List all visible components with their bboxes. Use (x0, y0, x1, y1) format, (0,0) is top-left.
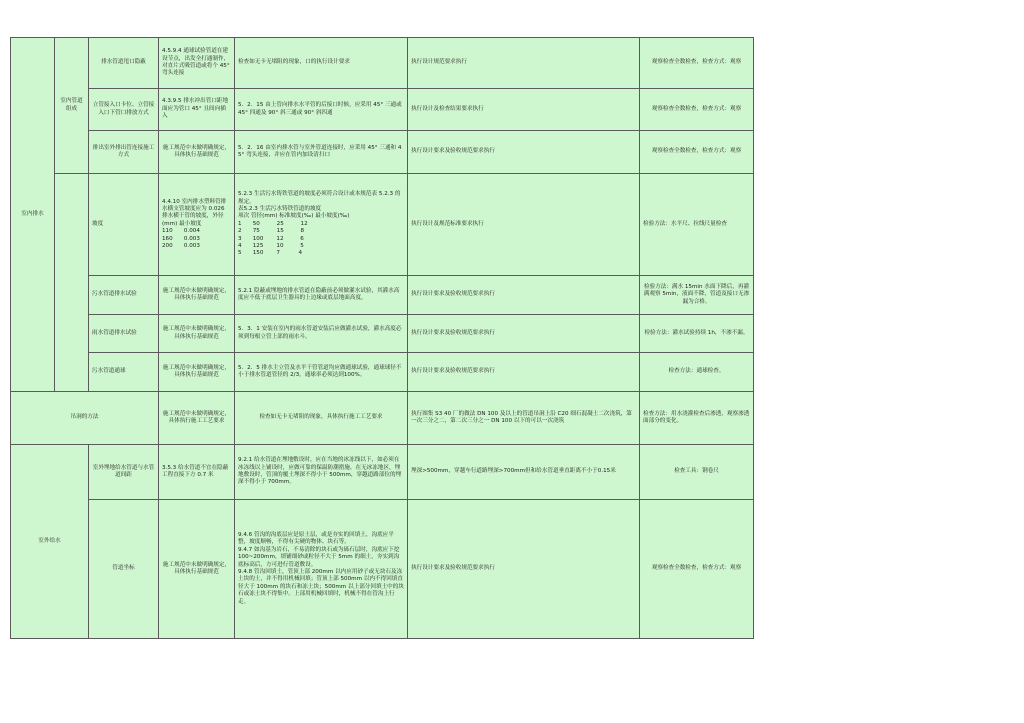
requirement-cell: 5.2.1 隐蔽或埋地的排水管道在隐蔽前必须做灌水试验，其灌水高度应不低于底层卫生器具的上边缘或底层地面高度。 (235, 276, 408, 315)
table-row (11, 174, 754, 276)
method-cell: 执行图集 S3 40 厂的做法 DN 100 及以上的管道吊洞上沿 C20 细石混凝土二次浇筑，第一次三分之二，第二次三分之一 DN 100 以下的可以一次浇筑 (408, 392, 640, 445)
inspection-cell: 观察检查全数检查，检查方式：观察 (640, 131, 754, 174)
standard-cell: 3.5.3 给水管道不宜在隐蔽工程直接下方 0.7 米 (159, 445, 235, 500)
method-cell: 执行设计要求及验收规范要求执行 (408, 315, 640, 353)
requirement-cell: 5.2.3 生活污水铸铁管道的坡度必须符合设计或本规范表 5.2.3 的规定。 表5.2.3 生活污水铸铁管道的坡度 项次 管径(mm) 标准坡度(‰) 最小坡度(‰) 1 50 25 12 2 75 15 8 3 100 12 6 4 125 10 5 5 150 7 4 (235, 174, 408, 276)
item-cell: 污水管道排水试验 (89, 276, 159, 315)
inspection-cell: 检查方法：通球检查。 (640, 353, 754, 392)
sub-category: 室内管道组成 (55, 38, 89, 174)
inspection-cell: 观察检查全数检查，检查方式：观察 (640, 89, 754, 131)
method-cell: 执行设计要求及验收规范要求执行 (408, 500, 640, 639)
method-cell: 执行设计及检查结果要求执行 (408, 89, 640, 131)
method-cell: 执行设计要求及验收规范要求执行 (408, 353, 640, 392)
table-row (11, 500, 754, 639)
table-row (11, 276, 754, 315)
inspection-cell: 检验方法：水平尺、拉线尺量检查 (640, 174, 754, 276)
standard-cell: 4.3.9.5 排水冲出管口距地面应为管口 45° 且间向插入 (159, 89, 235, 131)
standard-cell: 施工规范中未做明确规定，具体执行基础规范 (159, 131, 235, 174)
construction-standards-table (10, 37, 754, 639)
method-cell: 执行设计及规范标准要求执行 (408, 174, 640, 276)
method-cell: 执行设计规范要求执行 (408, 38, 640, 89)
requirement-cell: 9.2.1 给水管道在埋地敷设时，应在当地的冰冻线以下，如必须在冰冻线以上铺设时，应做可靠的保温防潮措施。在无冰冻地区，埋地敷设时，管顶的覆土埋深不得小于 500mm，穿越道路部位的埋深不得小于 700mm。 (235, 445, 408, 500)
standard-cell: 施工规范中未做明确规定，具体执行基础规范 (159, 315, 235, 353)
requirement-cell: 5．2．15 由上管向排水水平管的后接口时候，应采用 45° 三通或 45° 四通及 90° 斜三通或 90° 斜四通 (235, 89, 408, 131)
section-drainage: 室内排水 (11, 38, 55, 392)
sub-category-blank (55, 174, 89, 392)
standard-cell: 施工规范中未做明确规定，具体执行基础规范 (159, 353, 235, 392)
standard-cell: 施工规范中未做明确规定，具体执行施工工艺要求 (159, 392, 235, 445)
inspection-cell: 检验方法：满水 15min 水面下降后，再灌满观察 5min，液面不降，管道及接口无渗漏为合格。 (640, 276, 754, 315)
standard-cell: 施工规范中未做明确规定，具体执行基础规范 (159, 276, 235, 315)
section-water-supply: 室外给水 (11, 445, 89, 639)
requirement-cell: 5．2．16 由室内排水管与室外管道连接时，应采用 45° 三通和 45° 弯头连接，并应在管内加设清扫口 (235, 131, 408, 174)
item-cell: 雨水管道排水试验 (89, 315, 159, 353)
method-cell: 埋深>500mm，穿越车行道路埋深>700mm但和给水管道垂直距离不小于0.15米 (408, 445, 640, 500)
requirement-cell: 9.4.6 管沟的沟底层应是原土层，或是夯实的回填土，沟底应平整，坡度顺畅，不得有尖硬的物体、块石等。 9.4.7 如沟基为岩石，不易清除的块石或为砾石层时，沟底应下挖 100~200mm，填铺细砂或粒径不大于 5mm 的细土，夯实到沟底标高后，方可进行管道敷设。 9.4.8 管沟回填土，管顶上部 200mm 以内应用砂子或无块石及冻土块的土，并不得用机械回填；管顶上部 500mm 以内不得回填直径大于 100mm 的块石和冻土块；500mm 以上部分回填土中的块石或冻土块不得集中。上部用机械回填时，机械不得在管沟上行走。 (235, 500, 408, 639)
item-cell: 排出室外排出管连接施工方式 (89, 131, 159, 174)
table-row (11, 445, 754, 500)
requirement-cell: 5．2．5 排水主立管及水平干管管道均应做通球试验，通球球径不小于排水管道管径的 2/3，通球率必须达到100%。 (235, 353, 408, 392)
standard-cell: 4.5.9.4 通球试验管道在建设节点，出发全打通制作，对直片式吸管道或将个 45° 弯头连接 (159, 38, 235, 89)
inspection-cell: 检查工具：钢卷尺 (640, 445, 754, 500)
method-cell: 执行设计要求及验收规范要求执行 (408, 276, 640, 315)
requirement-cell: 检查如无卡无堵阻的现象，具体执行施工工艺要求 (235, 392, 408, 445)
item-cell: 坡度 (89, 174, 159, 276)
table-row (11, 353, 754, 392)
table-row (11, 38, 754, 89)
inspection-cell: 观察检查全数检查，检查方式：观察 (640, 500, 754, 639)
method-cell: 执行设计要求及验收规范要求执行 (408, 131, 640, 174)
requirement-cell: 检查如无卡无堵阻的现象，口的执行设计要求 (235, 38, 408, 89)
inspection-cell: 检验方法：灌水试验持续 1h，不渗不漏。 (640, 315, 754, 353)
item-cell: 立管接入口卡位、立管接入口下管口排放方式 (89, 89, 159, 131)
item-cell: 污水管道通球 (89, 353, 159, 392)
standard-cell: 4.4.10 室内排水塑料管排水横支管坡度应为 0.026 排水横干管的坡度，外径(mm) 最小坡度 110 0.004 160 0.003 200 0.003 (159, 174, 235, 276)
requirement-cell: 5．3．1 安装在室内的雨水管道安装后应做灌水试验，灌水高度必须到每根立管上部的雨水斗。 (235, 315, 408, 353)
item-cell: 室外埋地给水管道与水管道间距 (89, 445, 159, 500)
section-hanging: 吊洞的方法 (11, 392, 159, 445)
table-row (11, 315, 754, 353)
inspection-cell: 观察检查全数检查，检查方式：观察 (640, 38, 754, 89)
table-row (11, 131, 754, 174)
inspection-cell: 检查方法：用水浇灌检查后渗透，观察渗透面部分的变化。 (640, 392, 754, 445)
standard-cell: 施工规范中未做明确规定，具体执行基础规范 (159, 500, 235, 639)
table-row (11, 89, 754, 131)
item-cell: 排水管道甩口隐蔽 (89, 38, 159, 89)
item-cell: 管道坐标 (89, 500, 159, 639)
table-row (11, 392, 754, 445)
